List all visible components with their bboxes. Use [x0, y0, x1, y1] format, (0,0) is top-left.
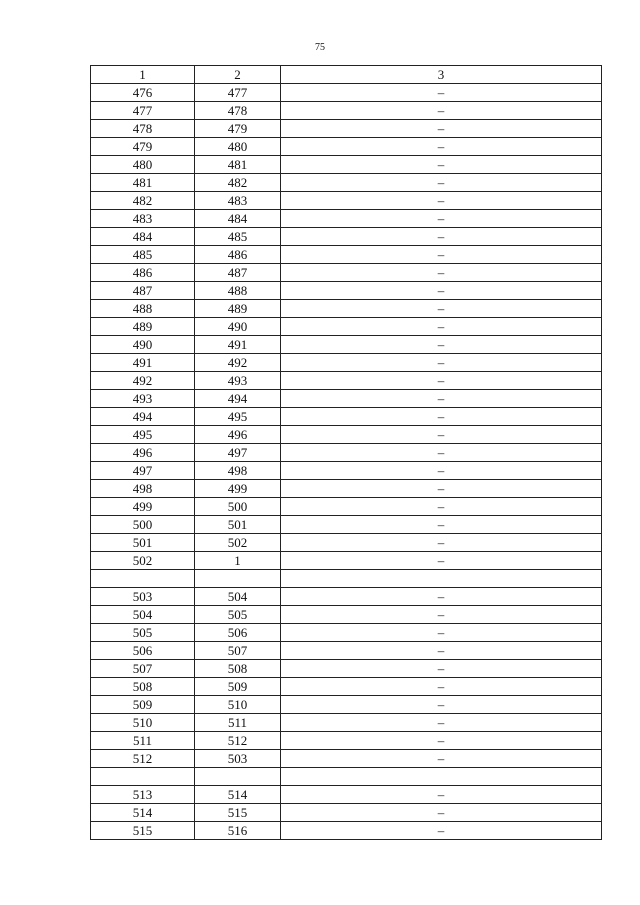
table-cell-col3: –	[281, 498, 602, 516]
table-cell-col2: 489	[195, 300, 281, 318]
table-cell-col1: 487	[91, 282, 195, 300]
table-row	[91, 372, 602, 390]
table-cell-col2: 514	[195, 786, 281, 804]
table-cell-col1: 498	[91, 480, 195, 498]
table-cell-col1: 489	[91, 318, 195, 336]
table-cell-col1: 509	[91, 696, 195, 714]
table-row	[91, 552, 602, 570]
table-cell-col2: 480	[195, 138, 281, 156]
table-cell-col3: –	[281, 606, 602, 624]
table-cell-col1: 480	[91, 156, 195, 174]
table-cell-col2: 488	[195, 282, 281, 300]
table-cell-col3: –	[281, 642, 602, 660]
table-cell-col1: 499	[91, 498, 195, 516]
table-cell-col2: 501	[195, 516, 281, 534]
table-cell-col3: –	[281, 246, 602, 264]
table-cell-col3: –	[281, 732, 602, 750]
table-cell-col2: 507	[195, 642, 281, 660]
table-row	[91, 282, 602, 300]
table-cell-col3: –	[281, 462, 602, 480]
table-cell-col3: –	[281, 156, 602, 174]
table-cell-col2: 505	[195, 606, 281, 624]
table-cell-col1: 508	[91, 678, 195, 696]
table-cell-col2: 486	[195, 246, 281, 264]
table-row	[91, 660, 602, 678]
table-cell-col1: 510	[91, 714, 195, 732]
table-row	[91, 750, 602, 768]
table-cell-col1: 503	[91, 588, 195, 606]
table-cell-col2: 490	[195, 318, 281, 336]
table-header-row	[91, 66, 602, 84]
table-cell-col2: 1	[195, 552, 281, 570]
table-cell-col2: 496	[195, 426, 281, 444]
table-cell-col2: 482	[195, 174, 281, 192]
table-row	[91, 444, 602, 462]
table-cell-col2: 478	[195, 102, 281, 120]
table-cell-col2: 483	[195, 192, 281, 210]
table-row	[91, 480, 602, 498]
table-cell-col3: –	[281, 822, 602, 840]
table-row	[91, 174, 602, 192]
table-row	[91, 804, 602, 822]
table-row	[91, 246, 602, 264]
table-cell-col1: 491	[91, 354, 195, 372]
table-cell-col1	[91, 570, 195, 588]
table-cell-col1: 492	[91, 372, 195, 390]
table-cell-col3: –	[281, 264, 602, 282]
table-cell-col2: 516	[195, 822, 281, 840]
column-header-2: 2	[195, 66, 281, 84]
table-cell-col1: 506	[91, 642, 195, 660]
table-cell-col3: –	[281, 354, 602, 372]
table-cell-col1: 486	[91, 264, 195, 282]
table-cell-col3: –	[281, 624, 602, 642]
table-row	[91, 426, 602, 444]
table-cell-col1	[91, 768, 195, 786]
data-table	[90, 65, 602, 840]
table-cell-col3: –	[281, 552, 602, 570]
table-cell-col1: 494	[91, 408, 195, 426]
table-cell-col1: 507	[91, 660, 195, 678]
table-cell-col2: 506	[195, 624, 281, 642]
table-cell-col1: 504	[91, 606, 195, 624]
table-row	[91, 264, 602, 282]
table-cell-col2: 503	[195, 750, 281, 768]
table-cell-col1: 496	[91, 444, 195, 462]
table-cell-col1: 476	[91, 84, 195, 102]
table-row	[91, 588, 602, 606]
table-cell-col2: 497	[195, 444, 281, 462]
table-cell-col3: –	[281, 84, 602, 102]
table-cell-col3: –	[281, 336, 602, 354]
table-cell-col1: 502	[91, 552, 195, 570]
table-cell-col1: 490	[91, 336, 195, 354]
table-row	[91, 768, 602, 786]
table-row	[91, 534, 602, 552]
page-number: 75	[315, 42, 325, 53]
table-cell-col2: 495	[195, 408, 281, 426]
table-cell-col3: –	[281, 426, 602, 444]
table-cell-col3	[281, 570, 602, 588]
table-row	[91, 102, 602, 120]
table-row	[91, 498, 602, 516]
table-row	[91, 84, 602, 102]
table-cell-col2	[195, 768, 281, 786]
table-cell-col1: 511	[91, 732, 195, 750]
table-cell-col2: 481	[195, 156, 281, 174]
table-row	[91, 606, 602, 624]
table-cell-col1: 514	[91, 804, 195, 822]
table-cell-col3: –	[281, 300, 602, 318]
table-row	[91, 408, 602, 426]
table-cell-col1: 495	[91, 426, 195, 444]
table-cell-col2: 498	[195, 462, 281, 480]
table-row	[91, 696, 602, 714]
table-cell-col3: –	[281, 390, 602, 408]
table-cell-col2: 499	[195, 480, 281, 498]
table-row	[91, 678, 602, 696]
table-cell-col3: –	[281, 660, 602, 678]
table-cell-col3: –	[281, 282, 602, 300]
table-cell-col2: 491	[195, 336, 281, 354]
table-cell-col3: –	[281, 372, 602, 390]
table-cell-col1: 484	[91, 228, 195, 246]
table-row	[91, 318, 602, 336]
table-row	[91, 192, 602, 210]
table-cell-col2: 510	[195, 696, 281, 714]
table-cell-col2: 500	[195, 498, 281, 516]
table-cell-col3: –	[281, 102, 602, 120]
table-cell-col3: –	[281, 228, 602, 246]
table-cell-col1: 513	[91, 786, 195, 804]
table-body	[91, 84, 602, 840]
table-cell-col3	[281, 768, 602, 786]
table-row	[91, 336, 602, 354]
table-row	[91, 156, 602, 174]
table-cell-col1: 500	[91, 516, 195, 534]
table-row	[91, 714, 602, 732]
table-cell-col2: 493	[195, 372, 281, 390]
table-cell-col3: –	[281, 138, 602, 156]
table-row	[91, 228, 602, 246]
table-row	[91, 390, 602, 408]
table-row	[91, 462, 602, 480]
table-row	[91, 732, 602, 750]
table-cell-col2: 487	[195, 264, 281, 282]
table-cell-col1: 482	[91, 192, 195, 210]
table-cell-col1: 505	[91, 624, 195, 642]
table-cell-col2: 492	[195, 354, 281, 372]
table-cell-col1: 497	[91, 462, 195, 480]
table-cell-col1: 483	[91, 210, 195, 228]
table-cell-col2: 477	[195, 84, 281, 102]
table-cell-col1: 493	[91, 390, 195, 408]
table-cell-col2: 484	[195, 210, 281, 228]
table-cell-col1: 512	[91, 750, 195, 768]
table-cell-col1: 479	[91, 138, 195, 156]
table-cell-col2: 504	[195, 588, 281, 606]
table-cell-col3: –	[281, 588, 602, 606]
table-cell-col2: 515	[195, 804, 281, 822]
table-cell-col3: –	[281, 534, 602, 552]
table-row	[91, 570, 602, 588]
table-cell-col3: –	[281, 408, 602, 426]
table-row	[91, 300, 602, 318]
data-table-container	[90, 65, 602, 840]
table-cell-col2	[195, 570, 281, 588]
table-cell-col2: 509	[195, 678, 281, 696]
table-cell-col3: –	[281, 210, 602, 228]
table-row	[91, 138, 602, 156]
table-cell-col3: –	[281, 480, 602, 498]
table-cell-col1: 477	[91, 102, 195, 120]
table-cell-col1: 488	[91, 300, 195, 318]
table-row	[91, 786, 602, 804]
table-cell-col2: 485	[195, 228, 281, 246]
table-row	[91, 642, 602, 660]
table-cell-col2: 479	[195, 120, 281, 138]
table-cell-col3: –	[281, 714, 602, 732]
table-cell-col1: 481	[91, 174, 195, 192]
table-cell-col3: –	[281, 678, 602, 696]
table-cell-col3: –	[281, 750, 602, 768]
table-cell-col3: –	[281, 192, 602, 210]
table-cell-col1: 485	[91, 246, 195, 264]
table-cell-col1: 515	[91, 822, 195, 840]
table-row	[91, 120, 602, 138]
table-row	[91, 210, 602, 228]
table-cell-col1: 501	[91, 534, 195, 552]
table-cell-col3: –	[281, 696, 602, 714]
table-cell-col2: 512	[195, 732, 281, 750]
column-header-3: 3	[281, 66, 602, 84]
table-cell-col3: –	[281, 318, 602, 336]
column-header-1: 1	[91, 66, 195, 84]
table-cell-col3: –	[281, 804, 602, 822]
table-cell-col3: –	[281, 174, 602, 192]
table-cell-col2: 508	[195, 660, 281, 678]
table-cell-col2: 511	[195, 714, 281, 732]
table-cell-col3: –	[281, 120, 602, 138]
table-cell-col3: –	[281, 444, 602, 462]
table-cell-col1: 478	[91, 120, 195, 138]
table-cell-col2: 502	[195, 534, 281, 552]
table-cell-col2: 494	[195, 390, 281, 408]
table-cell-col3: –	[281, 516, 602, 534]
table-cell-col3: –	[281, 786, 602, 804]
table-row	[91, 822, 602, 840]
table-row	[91, 354, 602, 372]
table-row	[91, 516, 602, 534]
table-row	[91, 624, 602, 642]
